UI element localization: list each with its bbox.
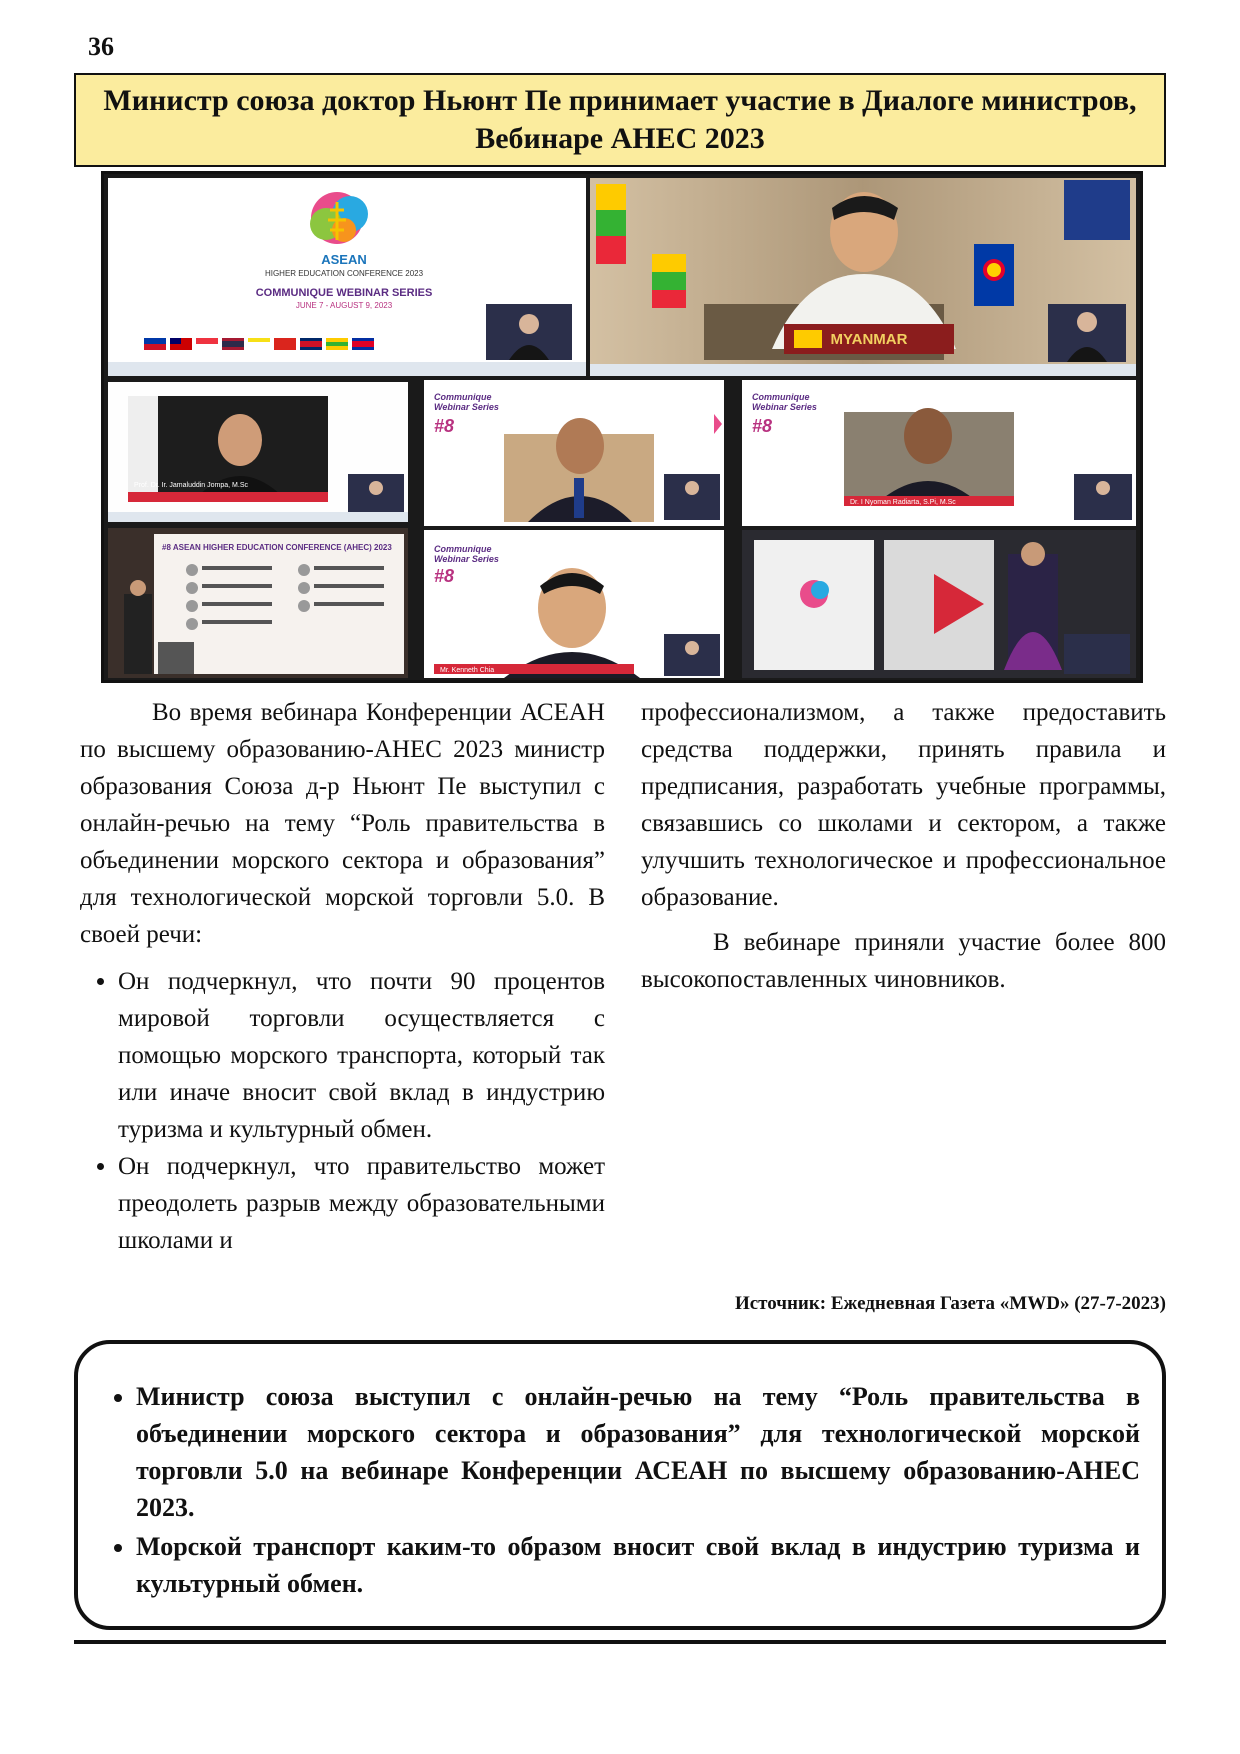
article-right-column xyxy=(641,694,1166,998)
summary-item: • Морской транспорт каким-то образом вносит свой вклад в индустрию туризма и культурный обмен. xyxy=(136,1528,1140,1602)
article-bullet-list xyxy=(80,963,605,1259)
nameplate-label: MYANMAR xyxy=(830,331,908,348)
speaker-tile-bottom xyxy=(424,530,724,678)
minister-tile xyxy=(590,178,1136,376)
summary-box xyxy=(74,1340,1166,1630)
svg-text:Webinar Series: Webinar Series xyxy=(434,554,499,564)
article-continuation: профессионализмом, а также предоставить средства поддержки, принять правила и предписания, разработать учебные программы, связавшись со школами и сектором, а также улучшить технологическое и профессиональное образование. xyxy=(641,699,1166,911)
conference-subtitle: HIGHER EDUCATION CONFERENCE 2023 xyxy=(264,269,424,278)
headline-line-2: Вебинаре АНЕС 2023 xyxy=(475,122,765,155)
page-number: 36 xyxy=(88,32,114,61)
conference-name: ASEAN xyxy=(321,252,367,267)
summary-item: • Министр союза выступил с онлайн-речью на тему “Роль правительства в объединении морского сектора и образования” для технологической морской торговли 5.0 на вебинаре Конференции АСЕАН по высшему образованию-АНЕС 2023. xyxy=(136,1378,1140,1526)
speaker-tile-left xyxy=(108,382,408,522)
svg-text:#8: #8 xyxy=(434,566,455,586)
agenda-title: #8 ASEAN HIGHER EDUCATION CONFERENCE (AHEC) 2023 xyxy=(162,543,392,552)
tile-series-line-2: Webinar Series xyxy=(434,402,499,412)
article-bullet: • Он подчеркнул, что почти 90 процентов мировой торговли осуществляется с помощью морского транспорта, который так или иначе вносит свой вклад в индустрию туризма и культурный обмен. xyxy=(118,963,605,1148)
bottom-divider xyxy=(74,1640,1166,1644)
source-credit: Источник: Ежедневная Газета «MWD» (27-7-2023) xyxy=(734,1293,1166,1314)
speaker-tile-right xyxy=(742,380,1136,526)
article-intro: Во время вебинара Конференции АСЕАН по высшему образованию-АНЕС 2023 министр образования Союза д-р Ньюнт Пе выступил с онлайн-речью на тему “Роль правительства в объединении морского сектора и образования” для технологической морской торговли 5.0. В своей речи: xyxy=(80,699,605,948)
headline-line-1: Министр союза доктор Ньюнт Пе принимает участие в Диалоге министров, xyxy=(103,84,1137,117)
speaker-caption-bottom: Mr. Kenneth Chia xyxy=(440,667,495,674)
speaker-tile-center xyxy=(424,380,724,526)
webinar-collage-photo xyxy=(101,171,1143,683)
svg-text:Communique: Communique xyxy=(434,544,492,554)
tile-series-line-1: Communique xyxy=(434,392,492,402)
svg-text:Communique: Communique xyxy=(752,392,810,402)
series-title: COMMUNIQUE WEBINAR SERIES xyxy=(255,287,433,299)
svg-text:#8: #8 xyxy=(752,416,773,436)
svg-text:Webinar Series: Webinar Series xyxy=(752,402,817,412)
article-bullet: • Он подчеркнул, что правительство может преодолеть разрыв между образовательными школами и xyxy=(118,1148,605,1259)
headline-box xyxy=(74,73,1166,167)
speaker-caption-left: Prof. Dr. Ir. Jamaluddin Jompa, M.Sc xyxy=(134,482,248,489)
title-slide-tile xyxy=(108,178,586,376)
summary-list xyxy=(100,1378,1140,1602)
studio-tile xyxy=(742,530,1136,678)
article-left-column xyxy=(80,694,605,1259)
article-attendance: В вебинаре приняли участие более 800 высокопоставленных чиновников. xyxy=(641,929,1166,993)
series-dates: JUNE 7 - AUGUST 9, 2023 xyxy=(295,301,393,310)
agenda-tile xyxy=(108,528,408,678)
speaker-caption-right: Dr. I Nyoman Radiarta, S.Pi, M.Sc xyxy=(850,499,956,506)
tile-number: #8 xyxy=(434,416,455,436)
